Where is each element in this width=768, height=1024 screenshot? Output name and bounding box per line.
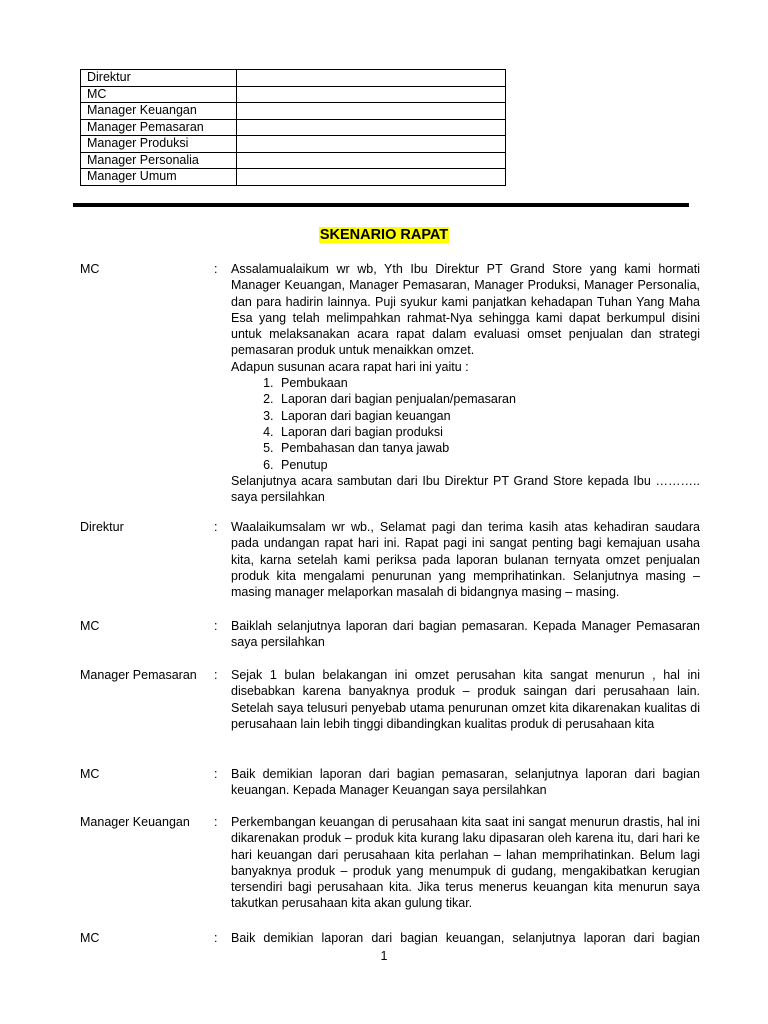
colon: : [214, 520, 218, 534]
name-cell [237, 136, 506, 153]
speaker-label: MC [80, 931, 100, 945]
page-number: 1 [380, 949, 388, 963]
dialogue-text [231, 618, 700, 651]
document-title [0, 226, 768, 244]
speaker-label: MC [80, 619, 100, 633]
paragraph: Waalaikumsalam wr wb., Selamat pagi dan terima kasih atas kehadiran saudara pada undangan rapat hari ini. Rapat pagi ini sangat penting bagi kemajuan usaha kita, karna setelah kami periksa pada laporan bulanan ternyata omzet penjualan produk kita mengalami penurunan yang memprihatinkan. Selanjutnya masing – masing manager melaporkan masalah di bidangnya masing – masing. [231, 520, 700, 600]
table-row [81, 70, 506, 87]
agenda-item: 3. Laporan dari bagian keuangan [277, 408, 700, 424]
dialogue-text [231, 261, 700, 505]
name-cell [237, 70, 506, 87]
name-cell [237, 169, 506, 186]
speaker-label: MC [80, 767, 100, 781]
agenda-item: 5. Pembahasan dan tanya jawab [277, 440, 700, 456]
dialogue-text [231, 814, 700, 912]
agenda-item: 2. Laporan dari bagian penjualan/pemasaran [277, 391, 700, 407]
dialogue-entry-mc [80, 618, 700, 651]
speaker-label: Manager Keuangan [80, 815, 190, 829]
table-row [81, 136, 506, 153]
table-row [81, 169, 506, 186]
speaker-label: Manager Pemasaran [80, 668, 197, 682]
colon: : [214, 668, 218, 682]
colon: : [214, 931, 218, 945]
table-row [81, 103, 506, 120]
horizontal-rule [73, 203, 689, 207]
speaker-label: Direktur [80, 520, 124, 534]
name-cell [237, 86, 506, 103]
name-cell [237, 103, 506, 120]
agenda-list [231, 375, 700, 473]
speaker-label: MC [80, 262, 100, 276]
paragraph: Assalamualaikum wr wb, Yth Ibu Direktur PT Grand Store yang kami hormati Manager Keuangan, Manager Pemasaran, Manager Produksi, Manager Personalia, dan para hadirin lainnya. Puji syukur kami panjatkan kehadapan Tuhan Yang Maha Esa yang telah melimpahkan rahmat-Nya sehingga kami dapat berkumpul disini untuk melaksanakan acara rapat dalam evaluasi omset penjualan dan strategi pemasaran produk untuk menaikkan omzet. [231, 262, 700, 358]
paragraph: Baiklah selanjutnya laporan dari bagian pemasaran. Kepada Manager Pemasaran saya persilahkan [231, 619, 700, 650]
dialogue-text [231, 667, 700, 732]
agenda-item: 1. Pembukaan [277, 375, 700, 391]
title-text: SKENARIO RAPAT [319, 227, 449, 243]
agenda-intro: Adapun susunan acara rapat hari ini yaitu : [231, 359, 469, 374]
colon: : [214, 619, 218, 633]
role-cell: Manager Keuangan [81, 103, 237, 120]
role-cell: Direktur [81, 70, 237, 87]
colon: : [214, 262, 218, 276]
dialogue-entry-mc [80, 766, 700, 799]
dialogue-text [231, 519, 700, 600]
dialogue-entry-mc [80, 930, 700, 946]
dialogue-entry-mc-opening [80, 261, 700, 505]
role-cell: MC [81, 86, 237, 103]
name-cell [237, 119, 506, 136]
name-cell [237, 152, 506, 169]
role-cell: Manager Produksi [81, 136, 237, 153]
roles-table [80, 69, 506, 186]
table-row [81, 152, 506, 169]
dialogue-text [231, 930, 700, 946]
paragraph: Perkembangan keuangan di perusahaan kita saat ini sangat menurun drastis, hal ini dikarenakan produk – produk kita kurang laku dipasaran oleh karena itu, dari hari ke hari keuangan dari perusahaan kita perlahan – lahan memprihatinkan. Belum lagi banyaknya produk – produk yang menumpuk di gudang, mengakibatkan kerugian tersendiri bagi perusahaan kita. Jika terus menerus keuangan kita menurun saya takutkan perusahaan kita akan gulung tikar. [231, 815, 700, 911]
colon: : [214, 767, 218, 781]
dialogue-entry-direktur [80, 519, 700, 600]
table-row [81, 119, 506, 136]
table-row [81, 86, 506, 103]
role-cell: Manager Pemasaran [81, 119, 237, 136]
closing-line: Selanjutnya acara sambutan dari Ibu Direktur PT Grand Store kepada Ibu ……….. saya persilahkan [231, 473, 700, 505]
agenda-item: 6. Penutup [277, 457, 700, 473]
role-cell: Manager Umum [81, 169, 237, 186]
paragraph: Sejak 1 bulan belakangan ini omzet perusahan kita sangat menurun , hal ini disebabkan karena banyaknya produk – produk saingan dari perusahaan lain. Setelah saya telusuri penyebab utama penurunan omzet kita dikarenakan kualitas di perusahaan lain lebih tinggi dibandingkan kualitas produk di perusahaan kita [231, 668, 700, 731]
role-cell: Manager Personalia [81, 152, 237, 169]
paragraph: Baik demikian laporan dari bagian keuangan, selanjutnya laporan dari bagian [231, 931, 700, 945]
colon: : [214, 815, 218, 829]
dialogue-entry-manager-pemasaran [80, 667, 700, 732]
paragraph: Baik demikian laporan dari bagian pemasaran, selanjutnya laporan dari bagian keuangan. Kepada Manager Keuangan saya persilahkan [231, 767, 700, 798]
agenda-item: 4. Laporan dari bagian produksi [277, 424, 700, 440]
dialogue-entry-manager-keuangan [80, 814, 700, 912]
dialogue-text [231, 766, 700, 799]
